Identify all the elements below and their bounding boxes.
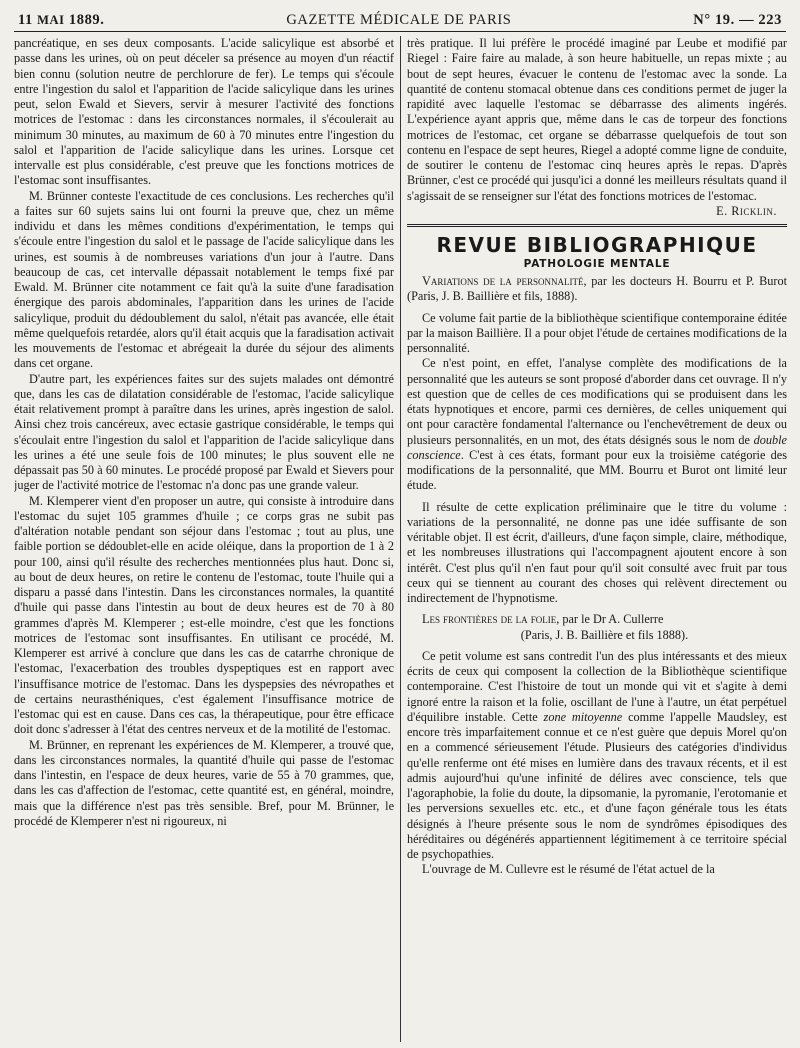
- left-column: [14, 36, 394, 1042]
- paragraph: M. Brünner conteste l'exactitude de ces conclusions. Les recherches qu'il a faites sur 60 sujets sains lui ont fourni la preuve que, chez un même individu et dans les mêmes conditions d'expérimentation, le temps qui s'écoule entre l'ingestion du salol et le passage de l'acide salicylique dans les urines, est soumis à de nombreuses variations d'un jour à l'autre. Dans beaucoup de cas, cet intervalle dépassait notablement le temps fixé par Ewald. M. Brünner cite notamment ce fait qu'à la suite d'une faradisation énergique des parois abdominales, l'apparition dans les urines de l'acide salicylique, produit du dédoublement du salol, n'était pas avancée, elle était même quelquefois retardée, alors qu'il était acquis que la faradisation activait les mouvements de l'estomac et abrégeait la durée du séjour des aliments dans cet organe.: [14, 188, 394, 371]
- paragraph: pancréatique, en ses deux composants. L'acide salicylique est absorbé et passe dans les urines, où on peut déceler sa présence au moyen d'un réactif bien connu (solution neutre de perchlorure de fer). Le temps qui s'écoule entre l'ingestion du salol et l'apparition de l'acide salicylique dans les urines peut, selon Ewald et Sievers, servir à mesurer l'activité des fonctions motrices de l'estomac : dans les circonstances normales, il s'écoulerait au minimum 30 minutes, au maximum de 60 à 70 minutes entre l'ingestion du salol et l'apparition de l'acide salicylique dans les urines. Lorsque cet intervalle est plus considérable, c'est preuve que les fonctions motrices de l'estomac sont insuffisantes.: [14, 36, 394, 188]
- column-divider: [400, 36, 401, 1042]
- signature-line: [407, 204, 787, 219]
- issue-page-number: N° 19. — 223: [693, 12, 782, 28]
- section-divider: [407, 224, 787, 227]
- paragraph: très pratique. Il lui préfère le procédé imaginé par Leube et modifié par Riegel : Faire faire au malade, à son heure habituelle, un repas mixte ; au bout de sept heures, évacuer le contenu de l'estomac avec la sonde. La quantité de contenu stomacal obtenue dans ces conditions permet de juger la rapidité avec laquelle l'estomac se débarrasse des aliments ingérés. L'expérience ayant appris que, même dans le cas de torpeur des fonctions motrices de l'estomac, cet organe se débarrasse quelquefois de tout son contenu en l'espace de sept heures, Riegel a adopté comme ligne de conduite, de soutirer le contenu de l'estomac cinq heures après le repas. D'après Brünner, c'est ce procédé qui jusqu'ici a donné les meilleurs résultats quand il s'agissait de se renseigner sur l'état des fonctions motrices de l'estomac.: [407, 36, 787, 203]
- paragraph: M. Klemperer vient d'en proposer un autre, qui consiste à introduire dans l'estomac du sujet 105 grammes d'huile ; ce corps gras ne subit pas d'altération notable pendant son séjour dans l'estomac ; tout au plus, une faible portion se dédoublet-elle en acide oléique, dans la proportion de 1 à 2 pour 100, ainsi qu'il résulte des recherches mentionnées plus haut. Donc si, au bout de deux heures, on retire le contenu de l'estomac, toute l'huile qui a disparu a passé dans l'intestin. Dans les circonstances normales, la quantité d'huile qui passe dans l'intestin au bout de deux heures est de 70 à 80 grammes d'après M. Klemperer ; est-elle moindre, c'est que les fonctions motrices de l'estomac sont insuffisantes. En utilisant ce procédé, M. Klemperer est arrivé à conclure que dans les cas de catarrhe chronique de l'estomac, l'exacerbation des troubles dyspeptiques est en rapport avec l'insuffisance motrice de l'estomac. Dans les dyspepsies des névropathes et de certains neurasthéniques, c'est également l'insuffisance motrice de l'estomac qui est en cause. Dans ces cas, la thérapeutique, pour être efficace doit donc s'adresser à l'état des centres nerveux et de la motilité de l'estomac.: [14, 493, 394, 737]
- page-header: [14, 6, 786, 32]
- paragraph: Ce n'est point, en effet, l'analyse complète des modifications de la personnalité que les auteurs se sont proposé d'aborder dans cet ouvrage. Il n'y est question que de celles de ces modifications qui se produisent dans les états hypnotiques et encore, parmi ces dernières, de celles uniquement qui ont pour caractère fondamental l'alternance ou l'enchevêtrement de deux ou plusieurs personnalités, en un mot, des états désignés sous le nom de double conscience. C'est à ces états, formant pour eux la troisième catégorie des modifications de la personnalité, que MM. Bourru et Burot ont limité leur étude.: [407, 356, 787, 493]
- book-reference: Les frontières de la folie, par le Dr A. Cullerre: [422, 612, 664, 627]
- book-reference: Variations de la personnalité, par les docteurs H. Bourru et P. Burot (Paris, J. B. Baillière et fils, 1888).: [407, 274, 787, 304]
- journal-title: GAZETTE MÉDICALE DE PARIS: [286, 12, 512, 28]
- paragraph: M. Brünner, en reprenant les expériences de M. Klemperer, a trouvé que, dans les circonstances normales, la quantité d'huile qui passe de l'estomac dans l'intestin, en l'espace de deux heures, varie de 55 à 70 grammes, que, dans les cas d'affection de l'estomac, cette quantité est, en général, moindre, mais que la différence n'est pas très sensible. Bref, pour M. Brünner, le procédé de Klemperer n'est ni rigoureux, ni: [14, 737, 394, 828]
- author-signature: E. Ricklin.: [716, 203, 777, 218]
- section-subtitle: PATHOLOGIE MENTALE: [523, 258, 671, 270]
- paragraph: Il résulte de cette explication préliminaire que le titre du volume : variations de la personnalité, ne donne pas une idée suffisante de son véritable objet. Il est écrit, d'ailleurs, d'une façon simple, claire, méthodique, et les nombreuses illustrations qui l'accompagnent ajoutent encore à son intérêt. C'est plus qu'il n'en faut pour qu'il soit consulté avec fruit par tous ceux qui se tiennent au courant des choses qui relèvent directement ou indirectement de l'hypnotisme.: [407, 499, 787, 605]
- issue-date: 11 MAI 1889.: [18, 12, 105, 28]
- paragraph: Ce volume fait partie de la bibliothèque scientifique contemporaine éditée par la maison Baillière. Il a pour objet l'étude de certaines modifications de la personnalité.: [407, 310, 787, 355]
- paragraph: Ce petit volume est sans contredit l'un des plus intéressants et des mieux écrits de ceux qui composent la collection de la Bibliothèque scientifique contemporaine. C'est l'histoire de tout un monde qui vit et s'agite à demi ignoré entre la raison et la folie, oscillant de l'une à l'autre, un état perpétuel d'équilibre instable. Cette zone mitoyenne comme l'appelle Maudsley, est encore très imparfaitement connue et ce n'est guère que depuis Morel qu'on en a commencé sérieusement l'étude. Plusieurs des catégories d'individus qu'elle renferme ont été mises en lumière dans des travaux récents, et il est admis aujourd'hui qu'une infinité de délires avec conscience, tels que l'agoraphobie, la folie du doute, la dipsomanie, la pyromanie, l'erotomanie et les perversions sexuelles etc. etc., et d'une façon générale tous les états désignés à l'heure présente sous le nom de syndrômes épisodiques des héréditaires ou dégénérés appartiennent légitimement à ce territoire spécial de psychopathies.: [407, 648, 787, 861]
- paragraph: L'ouvrage de M. Cullevre est le résumé de l'état actuel de la: [422, 862, 715, 877]
- paragraph: D'autre part, les expériences faites sur des sujets malades ont démontré que, dans les cas de dilatation considérable de l'estomac, l'acide salicylique était relativement prompt à paraître dans les urines, après ingestion de salol. Ainsi chez trois cancéreux, avec ectasie gastrique considérable, le temps qui s'écoulait entre l'ingestion du salol et l'apparition de l'acide salicylique dans les urines a été une seule fois de 100 minutes; le plus souvent elle ne dépassait pas 50 à 60 minutes. Le procédé proposé par Ewald et Sievers pour juger de l'activité motrice de l'estomac n'a donc pas une grande valeur.: [14, 371, 394, 493]
- book-publisher: (Paris, J. B. Baillière et fils 1888).: [520, 627, 689, 642]
- right-column: [407, 36, 787, 1042]
- section-title: REVUE BIBLIOGRAPHIQUE: [436, 233, 758, 257]
